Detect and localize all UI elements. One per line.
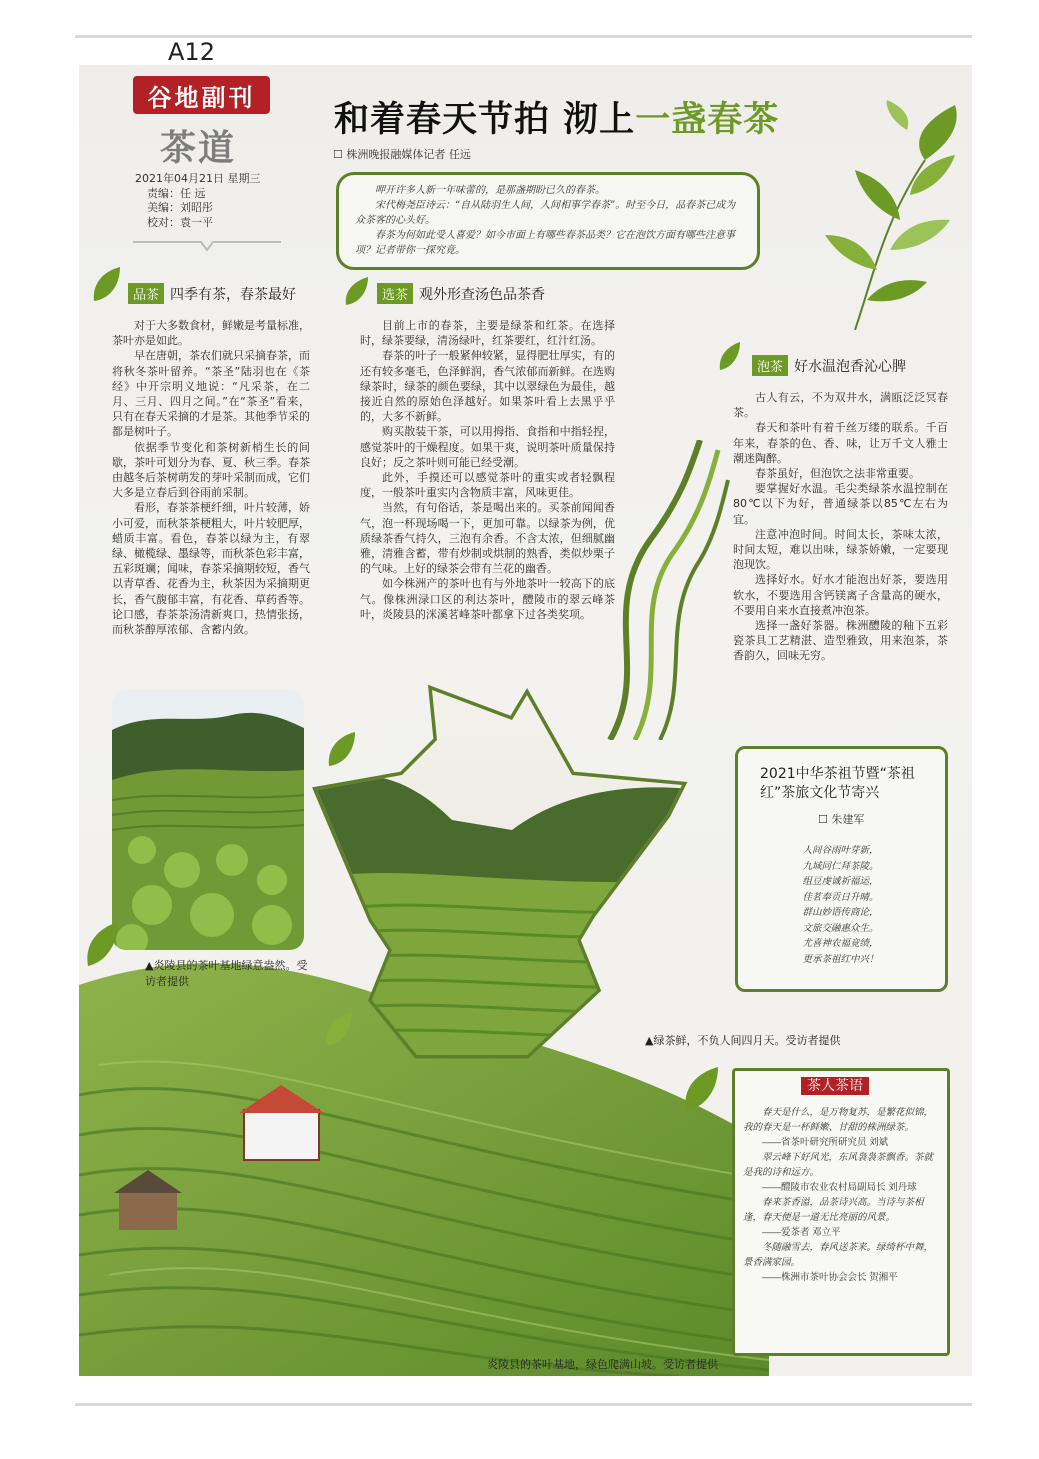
leaf-icon xyxy=(342,275,372,309)
quote-source: ——株洲市茶叶协会会长 贺湘平 xyxy=(762,1272,898,1283)
headline-part2: 一盏春茶 xyxy=(635,100,780,140)
col3-para: 选择一盏好茶器。株洲醴陵的釉下五彩瓷茶具工艺精湛、造型雅致，用来泡茶，茶香韵久，回味无穷。 xyxy=(733,619,948,663)
poem-author: ☐ 朱建军 xyxy=(818,813,865,826)
poem-title: 2021中华茶祖节暨“茶祖红”茶旅文化节寄兴 xyxy=(760,766,915,801)
col2-subhead xyxy=(377,283,545,304)
col1-title: 四季有茶，春茶最好 xyxy=(170,287,297,303)
col2-title: 观外形查汤色品茶香 xyxy=(419,287,546,303)
quote-text: 冬随融雪去，春风送茶来。绿绮杯中舞，景香满家园。 xyxy=(743,1242,934,1268)
editor-credit: 责编：任 远 xyxy=(147,186,206,200)
leaf-icon xyxy=(90,265,124,305)
section-title: 茶道 xyxy=(160,127,237,169)
leaf-icon xyxy=(82,920,122,970)
col1-para: 依据季节变化和茶树新梢生长的间歇，茶叶可划分为春、夏、秋三季。春茶由越冬后茶树萌发的芽叶采制而成，它们大多是立春后到谷雨前采制。 xyxy=(112,440,310,500)
col3-para: 春天和茶叶有着千丝万缕的联系。千百年来，春茶的色、香、味，让万千文人雅士潮迷陶醉。 xyxy=(733,421,948,465)
poem-line: 更承茶祖红中兴！ xyxy=(802,953,879,965)
intro-line-2: 宋代梅尧臣诗云：“自从陆羽生人间，人间相事学春茶”。时至今日，品春茶已成为众茶客的心头好。 xyxy=(355,200,736,226)
col1-text xyxy=(112,318,310,637)
designer-credit: 美编：刘昭彤 xyxy=(147,201,213,214)
ornament-divider xyxy=(133,238,281,254)
leaf-icon xyxy=(680,1065,722,1115)
proof-credit: 校对：袁一平 xyxy=(147,215,213,229)
quote-text: 翠云峰下好风光，东风袅袅茶飘香。茶就是我的诗和远方。 xyxy=(743,1152,934,1178)
poem-line: 尤喜神农福竞绩， xyxy=(802,938,879,949)
quote-source: ——省茶叶研究所研究员 刘斌 xyxy=(762,1137,889,1148)
col3-tag: 泡茶 xyxy=(752,355,788,376)
tea-base-photo xyxy=(112,690,304,950)
leaf-icon xyxy=(716,340,744,374)
col3-para: 注意冲泡时间。时间太长，茶味太浓，时间太短，难以出味，绿茶娇嫩，一定要现泡现饮。 xyxy=(733,527,948,572)
quote-source: ——爱茶者 邓立平 xyxy=(762,1227,841,1238)
byline: ☐ 株洲晚报融媒体记者 任远 xyxy=(333,148,471,161)
leaf-icon xyxy=(325,730,359,770)
col3-para: 古人有云，不为双井水，满瓯泛泛冥春茶。 xyxy=(733,391,948,420)
col2-para: 购买散装干茶，可以用拇指、食指和中指轻捏，感觉茶叶的干燥程度。如果干爽，说明茶叶质量保持良好；反之茶叶则可能已经受潮。 xyxy=(360,425,615,469)
page-number: A12 xyxy=(168,38,215,66)
col2-para: 目前上市的春茶，主要是绿茶和红茶。在选择时，绿茶要绿，清汤绿叶，红茶要红，红汁红汤。 xyxy=(360,319,615,348)
col3-title: 好水温泡香沁心脾 xyxy=(794,359,907,375)
photo1-caption: ▲炎陵县的茶叶基地绿意盎然。受访者提供 xyxy=(145,959,308,988)
intro-line-1: 呷开许多人新一年味蕾的，是那盏期盼已久的春茶。 xyxy=(375,185,605,196)
leaf-icon xyxy=(322,1010,356,1050)
poem-box xyxy=(735,746,948,992)
quotes-box xyxy=(732,1068,950,1356)
col1-para: 早在唐朝，茶农们就只采摘春茶，而将秋冬茶叶留养。“茶圣”陆羽也在《茶经》中开宗明义地说：“凡采茶，在二月、三月、四月之间。”在“茶圣”看来，只有在春天采摘的才是茶。其他季节采的都是树叶子。 xyxy=(112,349,310,439)
col2-para: 当然，有句俗话，茶是喝出来的。买茶前闻闻香气，泡一杯现场喝一下，更加可靠。以绿茶为例，优质绿茶香气持久，三泡有余香。不含太浓，但细腻幽雅，清雅含蓄，带有炒制或烘制的熟香，类似炒栗子的气味。上好的绿茶会带有兰花的幽香。 xyxy=(360,501,615,576)
col3-para: 春茶虽好，但泡饮之法非常重要。 xyxy=(755,467,920,481)
col1-subhead xyxy=(128,283,296,304)
poem-line: 群山妙语传商论， xyxy=(802,907,879,918)
col1-tag: 品茶 xyxy=(128,283,164,304)
col3-para: 选择好水。好水才能泡出好茶，要选用软水，不要选用含钙镁离子含量高的硬水，不要用自来水直接煮冲泡茶。 xyxy=(733,573,948,617)
issue-meta xyxy=(135,172,261,230)
quote-text: 春来茶香溢，品茶诗兴高。当诗与茶相逢，春天便是一道无比亮丽的风景。 xyxy=(743,1197,924,1223)
col3-para: 要掌握好水温。毛尖类绿茶水温控制在80℃以下为好，普通绿茶以85℃左右为宜。 xyxy=(733,482,948,526)
photo3-caption: 炎陵县的茶叶基地，绿色爬满山坡。受访者提供 xyxy=(487,1358,718,1371)
intro-line-3: 春茶为何如此受人喜爱？如今市面上有哪些春茶品类？它在泡饮方面有哪些注意事项？记者带你一探究竟。 xyxy=(355,230,735,256)
col1-para: 对于大多数食材，鲜嫩是考量标准，茶叶亦是如此。 xyxy=(112,319,310,348)
col2-tag: 选茶 xyxy=(377,283,413,304)
leaf-decoration-icon xyxy=(815,100,965,330)
col2-text xyxy=(360,318,615,622)
photo2-caption: ▲绿茶鲜，不负人间四月天。受访者提供 xyxy=(645,1034,841,1047)
quote-source: ——醴陵市农业农村局副局长 刘丹球 xyxy=(762,1182,917,1193)
col3-subhead xyxy=(752,355,906,376)
col2-para: 如今株洲产的茶叶也有与外地茶叶一较高下的底气。像株洲渌口区的利达茶叶，醴陵市的翠云峰茶叶，炎陵县的洣溪茗峰茶叶都拿下过各类奖项。 xyxy=(360,577,615,621)
intro-box xyxy=(336,172,760,270)
poem-lines xyxy=(758,843,923,967)
col1-para: 看形，春茶茶梗纤细，叶片较薄，娇小可爱，而秋茶茶梗粗大，叶片较肥厚，蜡质丰富。看色，春茶以绿为主，有翠绿、橄榄绿、墨绿等，而秋茶色彩丰富，五彩斑斓；闻味，春茶采摘期较短，香气以青草香、花香为主，秋茶因为采摘期更长，香气馥郁丰富，有花香、草药香等。论口感，春茶茶汤清新爽口，热情张扬，而秋茶醇厚浓郁、含蓄内敛。 xyxy=(112,501,310,637)
poem-line: 佳茗奉贡日升晴。 xyxy=(802,891,879,903)
quotes-list xyxy=(743,1105,939,1285)
poem-line: 文旅交融惠众生。 xyxy=(802,922,879,934)
headline-part1: 和着春天节拍 沏上 xyxy=(334,100,636,140)
quotes-title: 茶人茶语 xyxy=(801,1077,869,1095)
poem-line: 九域同仁拜茶陵。 xyxy=(802,860,879,872)
column-stamp: 谷地副刊 xyxy=(133,76,270,114)
col2-para: 春茶的叶子一般紧伸较紧，显得肥壮厚实，有的还有较多毫毛，色泽鲜润，香气浓郁而新鲜。在选购绿茶时，绿茶的颜色要绿，其中以翠绿色为最佳，越接近自然的原始色泽越好。如果茶叶看上去黑乎乎的，大多不新鲜。 xyxy=(360,349,615,424)
poem-line: 人间谷雨叶芽新， xyxy=(802,845,879,856)
poem-line: 组豆虔诚祈福运， xyxy=(802,876,879,887)
teacup-shaped-photo xyxy=(312,680,702,1070)
quote-text: 春天是什么，是万物复苏，是繁花似锦，我的春天是一杯鲜嫩、甘甜的株洲绿茶。 xyxy=(743,1107,934,1133)
col3-text xyxy=(733,390,948,664)
headline xyxy=(334,92,779,142)
col2-para: 此外，手摸还可以感觉茶叶的重实或者轻飘程度，一般茶叶重实内含物质丰富，风味更佳。 xyxy=(360,471,615,500)
issue-date: 2021年04月21日 星期三 xyxy=(135,172,261,185)
